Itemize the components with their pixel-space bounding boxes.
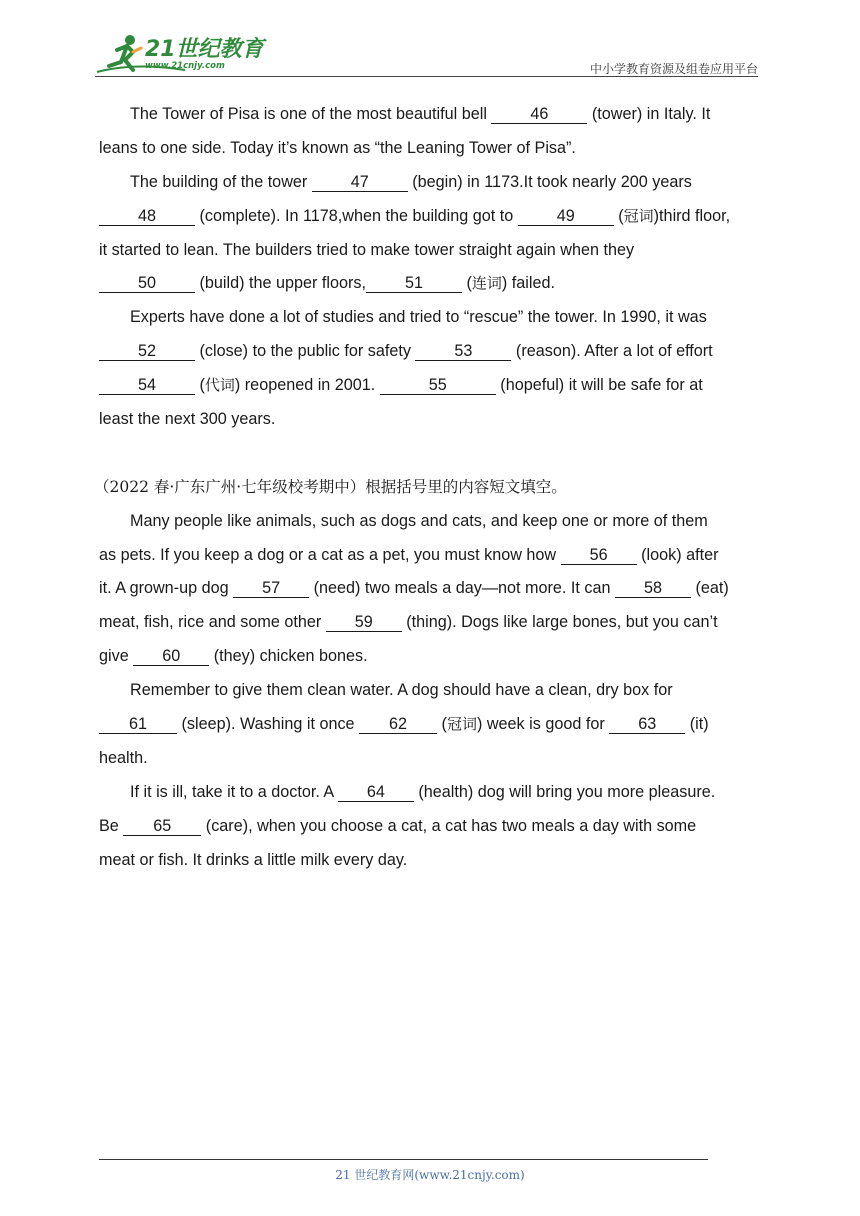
text-line: The Tower of Pisa is one of the most beautiful bell 46 (tower) in Italy. It <box>130 105 711 123</box>
text-line: Remember to give them clean water. A dog should have a clean, dry box for <box>130 681 673 700</box>
blank-53: 53 <box>415 343 511 361</box>
text-line: 54 (代词) reopened in 2001. 55 (hopeful) it will be safe for at <box>99 369 764 403</box>
blank-49: 49 <box>518 208 614 226</box>
text-line: Many people like animals, such as dogs and cats, and keep one or more of them <box>130 511 708 530</box>
text-line: 52 (close) to the public for safety 53 (reason). After a lot of effort <box>99 335 764 369</box>
blank-58: 58 <box>615 580 691 598</box>
blank-64: 64 <box>338 784 414 802</box>
blank-63: 63 <box>609 716 685 734</box>
header-platform-name: 中小学教育资源及组卷应用平台 <box>589 62 758 76</box>
blank-65: 65 <box>123 818 201 836</box>
blank-48: 48 <box>99 208 195 226</box>
section-title: （2022 春·广东广州·七年级校考期中）根据括号里的内容短文填空。 <box>94 477 567 496</box>
blank-51: 51 <box>366 275 462 293</box>
text-line: 61 (sleep). Washing it once 62 (冠词) week is good for 63 (it) <box>99 708 764 742</box>
blank-62: 62 <box>359 716 437 734</box>
text-line: it started to lean. The builders tried to make tower straight again when they <box>99 240 635 259</box>
blank-57: 57 <box>233 580 309 598</box>
blank-55: 55 <box>380 377 496 395</box>
text-line: leans to one side. Today it’s known as “the Leaning Tower of Pisa”. <box>99 138 576 157</box>
footer-divider <box>99 1159 708 1160</box>
blank-59: 59 <box>326 614 402 632</box>
text-line: If it is ill, take it to a doctor. A 64 (health) dog will bring you more pleasure. <box>130 782 716 801</box>
text-line: 50 (build) the upper floors, 51 (连词) failed. <box>99 267 764 301</box>
text-line: meat or fish. It drinks a little milk every day. <box>99 850 408 869</box>
blank-47: 47 <box>312 174 408 192</box>
text-line: it. A grown-up dog 57 (need) two meals a day—not more. It can 58 (eat) <box>99 579 729 598</box>
page-footer: 21 世纪教育网(www.21cnjy.com) <box>335 1168 525 1182</box>
text-line: meat, fish, rice and some other 59 (thing). Dogs like large bones, but you can’t <box>99 613 718 632</box>
text-line: give 60 (they) chicken bones. <box>99 647 368 666</box>
text-line: 48 (complete). In 1178,when the building got to 49 (冠词)third floor, <box>99 200 764 234</box>
blank-46: 46 <box>491 106 587 124</box>
header-divider <box>95 76 758 77</box>
text-line: health. <box>99 748 148 767</box>
text-line: as pets. If you keep a dog or a cat as a pet, you must know how 56 (look) after <box>99 545 719 564</box>
document-body <box>94 98 764 877</box>
logo-text: 21世纪教育 <box>145 37 264 62</box>
text-line: least the next 300 years. <box>99 410 276 429</box>
blank-50: 50 <box>99 275 195 293</box>
blank-60: 60 <box>133 648 209 666</box>
blank-56: 56 <box>561 547 637 565</box>
blank-61: 61 <box>99 716 177 734</box>
blank-52: 52 <box>99 343 195 361</box>
logo-url: www.21cnjy.com <box>145 61 225 71</box>
blank-54: 54 <box>99 377 195 395</box>
text-line: Experts have done a lot of studies and tried to “rescue” the tower. In 1990, it was <box>130 308 707 327</box>
page-header <box>95 30 758 78</box>
text-line: The building of the tower 47 (begin) in 1173.It took nearly 200 years <box>130 172 692 191</box>
text-line: Be 65 (care), when you choose a cat, a cat has two meals a day with some <box>99 816 697 835</box>
